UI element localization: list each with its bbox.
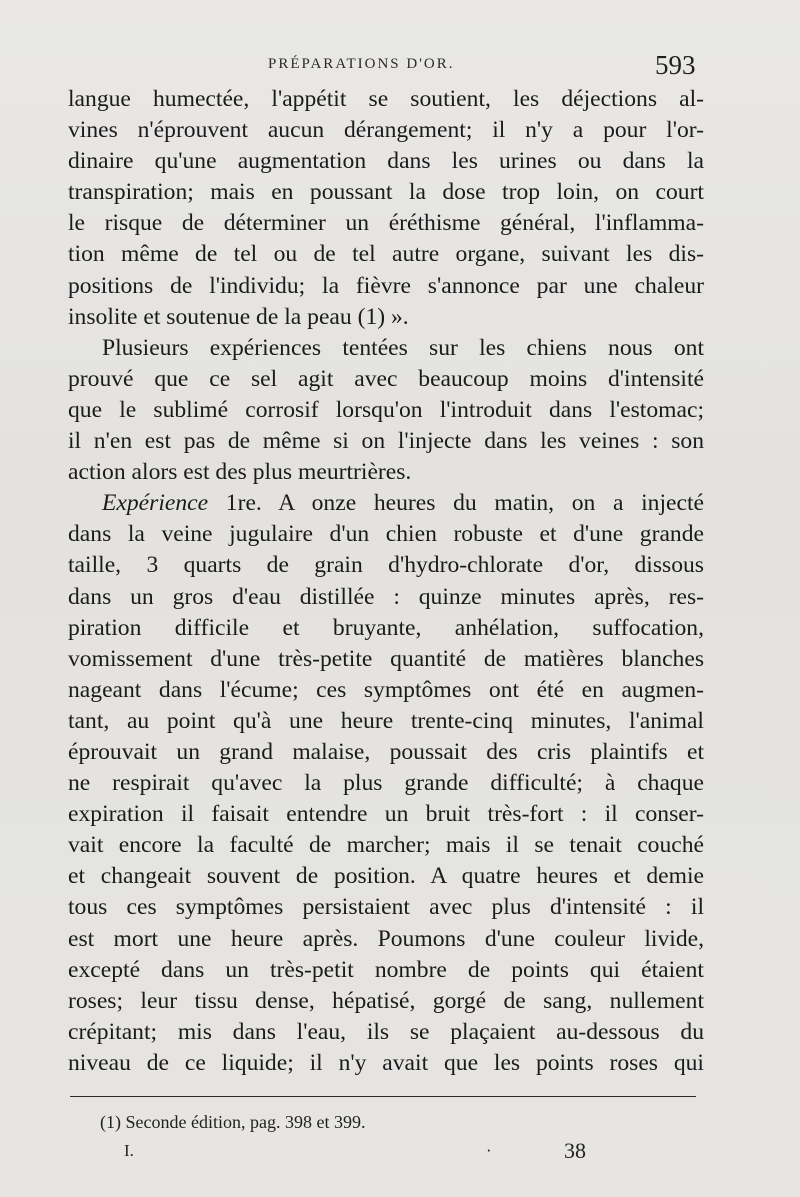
text-line: il n'en est pas de même si on l'injecte dans les veines : son [68,428,704,455]
text-line: excepté dans un très-petit nombre de points qui étaient [68,956,704,983]
text-line: est mort une heure après. Poumons d'une couleur livide, [68,925,704,952]
text-line: éprouvait un grand malaise, poussait des cris plaintifs et [68,738,704,765]
text-line: dans un gros d'eau distillée : quinze minutes après, res- [68,583,704,610]
footnote: (1) Seconde édition, pag. 398 et 399. [100,1112,366,1132]
sheet-number: 38 [564,1138,586,1163]
running-head [0,52,800,82]
text-line: Plusieurs expériences tentées sur les chiens nous ont [102,334,704,361]
body-text [68,84,704,1079]
text-line: vomissement d'une très-petite quantité de matières blanches [68,645,704,672]
text-line: vait encore la faculté de marcher; mais il se tenait couché [68,832,704,859]
text-line-rest: A onze heures du matin, on a injecté [278,490,704,517]
text-line: niveau de ce liquide; il n'y avait que les points roses qui [68,1049,704,1076]
text-line: tion même de tel ou de tel autre organe, suivant les dis- [68,241,704,268]
text-line: dans la veine jugulaire d'un chien robuste et d'une grande [68,521,704,548]
text-line [68,488,704,519]
text-line: insolite et soutenue de la peau (1) ». [68,303,409,330]
text-line: crépitant; mis dans l'eau, ils se plaçaient au-dessous du [68,1018,704,1045]
experiment-number: 1re. [225,490,262,517]
text-line: que le sublimé corrosif lorsqu'on l'introduit dans l'estomac; [68,396,704,423]
text-line: ne respirait qu'avec la plus grande difficulté; à chaque [68,770,704,797]
text-line: prouvé que ce sel agit avec beaucoup moins d'intensité [68,365,704,392]
text-line: nageant dans l'écume; ces symptômes ont été en augmen- [68,676,704,703]
text-line: vines n'éprouvent aucun dérangement; il n'y a pour l'or- [68,117,704,144]
text-line: tant, au point qu'à une heure trente-cinq minutes, l'animal [68,707,704,734]
running-title: PRÉPARATIONS D'OR. [268,56,455,72]
page-number: 593 [655,50,696,80]
text-line: positions de l'individu; la fièvre s'annonce par une chaleur [68,272,704,299]
text-line: dinaire qu'une augmentation dans les urines ou dans la [68,148,704,175]
footnote-rule [70,1096,696,1097]
experiment-heading: Expérience [102,490,209,517]
text-line: action alors est des plus meurtrières. [68,459,412,486]
text-line: langue humectée, l'appétit se soutient, les déjections al- [68,86,704,112]
text-line: roses; leur tissu dense, hépatisé, gorgé de sang, nullement [68,987,704,1014]
text-line: transpiration; mais en poussant la dose trop loin, on court [68,179,704,206]
text-line: piration difficile et bruyante, anhélation, suffocation, [68,614,704,641]
text-line: taille, 3 quarts de grain d'hydro-chlorate d'or, dissous [68,552,704,579]
text-line: et changeait souvent de position. A quatre heures et demie [68,863,704,890]
text-line: le risque de déterminer un éréthisme général, l'inflamma- [68,210,704,237]
signature-mark: I. [124,1141,134,1160]
footer-dot: · [486,1141,492,1160]
text-line: expiration il faisait entendre un bruit très-fort : il conser- [68,801,704,828]
text-line: tous ces symptômes persistaient avec plus d'intensité : il [68,894,704,921]
